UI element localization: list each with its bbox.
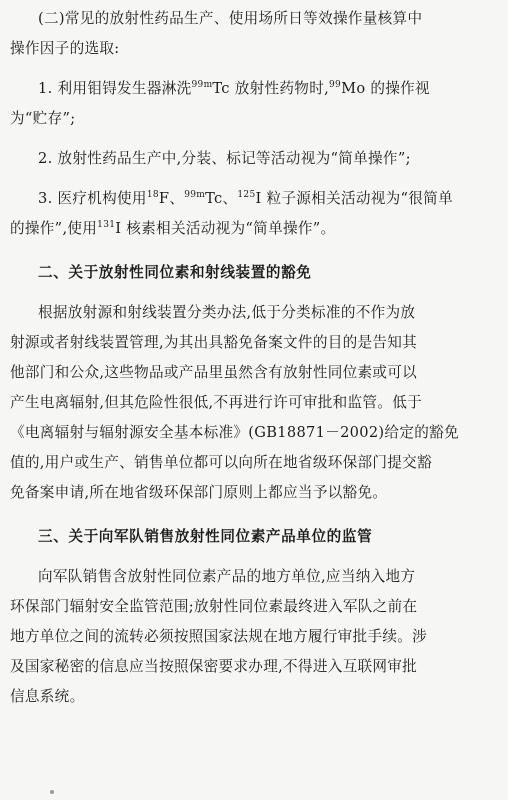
item-3-line-2 [10, 214, 494, 244]
paragraph-3-line-5: 信息系统。 [10, 688, 85, 705]
item-3-prefix: 3. 医疗机构使用 [38, 190, 147, 207]
paragraph-2-line-2: 射源或者射线装置管理,为其出具豁免备案文件的目的是告知其 [10, 334, 418, 351]
superscript-99: 99 [329, 80, 342, 90]
superscript-18: 18 [146, 190, 159, 200]
superscript-131: 131 [97, 220, 116, 230]
item-1-tc: Tc 放射性药物时, [212, 80, 330, 97]
superscript-125: 125 [237, 190, 256, 200]
item-3-tc: Tc、 [205, 190, 238, 207]
item-1-prefix: 1. 利用钼锝发生器淋洗 [38, 80, 192, 97]
section-heading-3: 三、关于向军队销售放射性同位素产品单位的监管 [38, 528, 373, 545]
item-3-line-2-suffix: I 核素相关活动视为“简单操作”。 [115, 220, 336, 237]
item-3-line-1 [10, 184, 494, 214]
item-3-f: F、 [158, 190, 185, 207]
paragraph-2-line-6: 值的,用户或生产、销售单位都可以向所在地省级环保部门提交豁 [10, 454, 432, 471]
paragraph-2-line-4: 产生电离辐射,但其危险性很低,不再进行许可审批和监管。低于 [10, 394, 423, 411]
superscript-99m: 99m [191, 80, 213, 90]
paragraph-3-line-4: 及国家秘密的信息应当按照保密要求办理,不得进入互联网审批 [10, 658, 418, 675]
paragraph-2-line-1: 根据放射源和射线装置分类办法,低于分类标准的不作为放 [38, 304, 416, 321]
section-heading-2: 二、关于放射性同位素和射线装置的豁免 [38, 264, 312, 281]
item-3-i125: I 粒子源相关活动视为“很简单 [255, 190, 453, 207]
paragraph-3-line-2: 环保部门辐射安全监管范围;放射性同位素最终进入军队之前在 [10, 598, 418, 615]
subsection-heading-line-1: (二)常见的放射性药品生产、使用场所日等效操作量核算中 [38, 10, 423, 27]
item-1-mo: Mo 的操作视 [341, 80, 430, 97]
subsection-heading-line-2: 操作因子的选取: [10, 40, 120, 57]
paragraph-2-line-5: 《电离辐射与辐射源安全基本标准》(GB18871－2002)给定的豁免 [10, 424, 459, 441]
paragraph-3-line-1: 向军队销售含放射性同位素产品的地方单位,应当纳入地方 [38, 568, 416, 585]
page-dot-mark [50, 790, 54, 794]
item-2-line-1: 2. 放射性药品生产中,分装、标记等活动视为“简单操作”; [38, 150, 411, 167]
paragraph-2-line-3: 他部门和公众,这些物品或产品里虽然含有放射性同位素或可以 [10, 364, 418, 381]
paragraph-3-line-3: 地方单位之间的流转必须按照国家法规在地方履行审批手续。涉 [10, 628, 428, 645]
superscript-99m: 99m [184, 190, 206, 200]
item-3-line-2-prefix: 的操作”,使用 [10, 220, 98, 237]
paragraph-2-line-7: 免备案申请,所在地省级环保部门原则上都应当予以豁免。 [10, 484, 388, 501]
item-1-line-2: 为“贮存”; [10, 110, 76, 127]
item-1-line-1 [10, 74, 494, 104]
